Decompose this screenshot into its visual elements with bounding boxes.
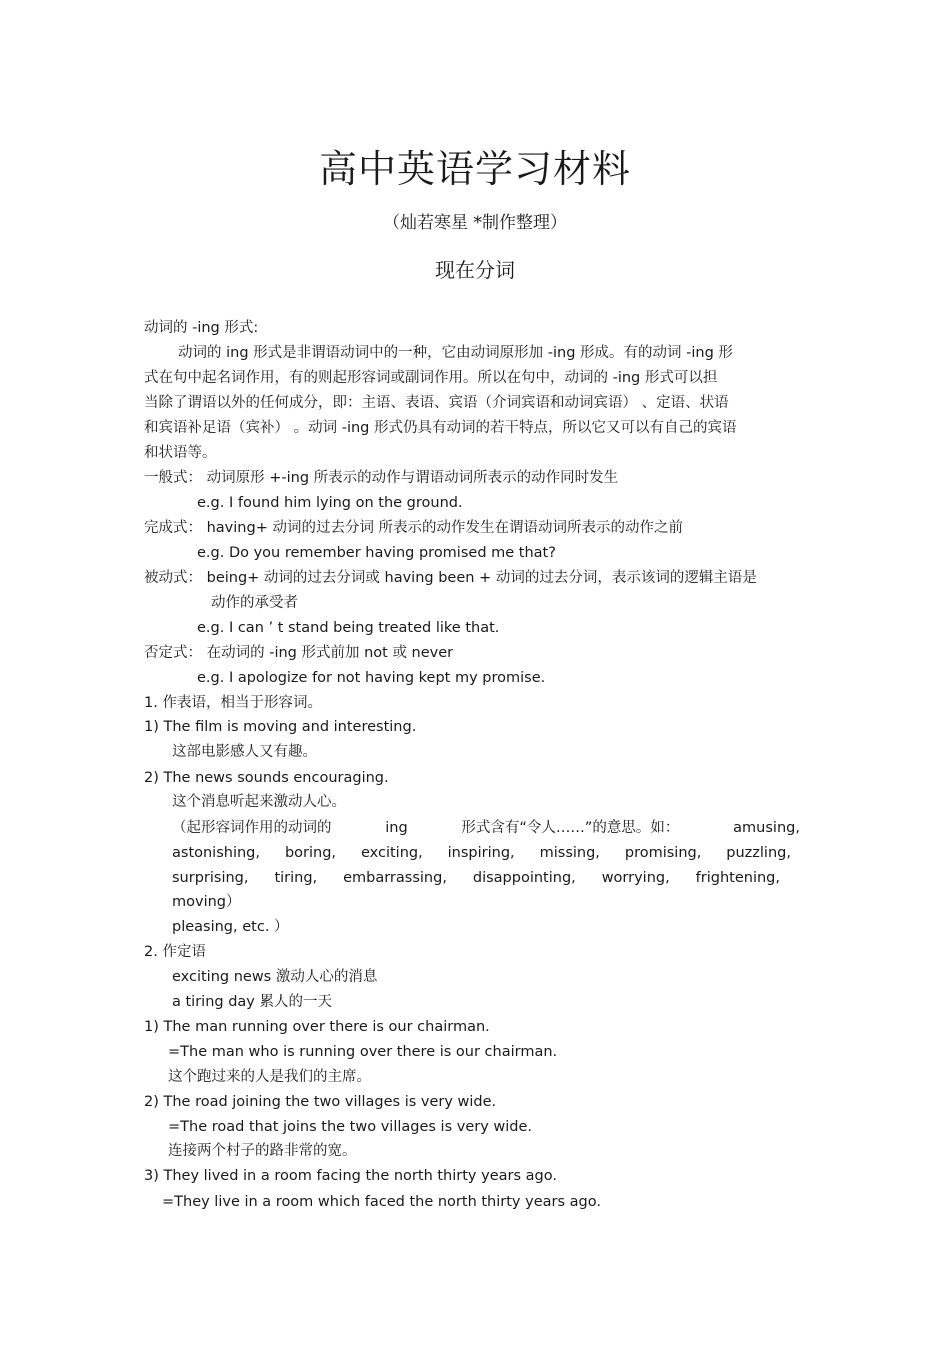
word: embarrassing, xyxy=(343,870,447,886)
text-line: 3) They lived in a room facing the north thirty years ago. xyxy=(144,1168,557,1184)
text-line: 2) The news sounds encouraging. xyxy=(144,770,389,786)
text-line: exciting news 激动人心的消息 xyxy=(172,969,378,985)
word: surprising, xyxy=(172,870,249,886)
word: 形式含有“令人……”的意思。如： xyxy=(461,820,680,836)
word: exciting, xyxy=(360,845,423,861)
text-line: 1) The film is moving and interesting. xyxy=(144,719,417,735)
word: promising, xyxy=(624,845,702,861)
word: disappointing, xyxy=(472,870,576,886)
text-line: 1. 作表语，相当于形容词。 xyxy=(144,695,322,711)
text-line: =They live in a room which faced the north thirty years ago. xyxy=(162,1194,601,1210)
example-line: e.g. I found him lying on the ground. xyxy=(197,495,463,511)
text-line: 这个消息听起来激动人心。 xyxy=(172,794,346,810)
example-line: e.g. Do you remember having promised me that? xyxy=(197,545,556,561)
text-line: 否定式： 在动词的 -ing 形式前加 not 或 never xyxy=(144,645,454,661)
text-line: 动词的 ing 形式是非谓语动词中的一种，它由动词原形加 -ing 形成。有的动词 -ing 形 xyxy=(178,345,733,361)
text-line: 这个跑过来的人是我们的主席。 xyxy=(168,1069,371,1085)
justified-line xyxy=(172,868,780,888)
word: puzzling, xyxy=(726,845,791,861)
text-line: 2) The road joining the two villages is very wide. xyxy=(144,1094,497,1110)
word: ing xyxy=(385,820,408,836)
text-line: 式在句中起名词作用，有的则起形容词或副词作用。所以在句中，动词的 -ing 形式可以担 xyxy=(144,370,718,386)
text-line: 当除了谓语以外的任何成分，即：主语、表语、宾语（介词宾语和动词宾语） 、定语、状语 xyxy=(144,395,729,411)
text-line: 这部电影感人又有趣。 xyxy=(172,744,317,760)
justified-line xyxy=(172,818,800,838)
text-line: pleasing, etc. ） xyxy=(172,919,289,935)
word: tiring, xyxy=(274,870,318,886)
text-line: 被动式： being+ 动词的过去分词或 having been + 动词的过去分词，表示该词的逻辑主语是 xyxy=(144,570,757,586)
word: amusing, xyxy=(733,820,800,836)
word: missing, xyxy=(539,845,600,861)
word: worrying, xyxy=(601,870,670,886)
text-line: =The man who is running over there is our chairman. xyxy=(168,1044,558,1060)
text-line: 和宾语补足语（宾补） 。动词 -ing 形式仍具有动词的若干特点，所以它又可以有自己的宾语 xyxy=(144,420,737,436)
justified-line xyxy=(172,843,791,863)
text-line: 连接两个村子的路非常的宽。 xyxy=(168,1143,357,1159)
word: astonishing, xyxy=(172,845,260,861)
word: （起形容词作用的动词的 xyxy=(172,820,332,836)
example-line: e.g. I apologize for not having kept my promise. xyxy=(197,670,546,686)
text-line: =The road that joins the two villages is very wide. xyxy=(168,1119,533,1135)
word: frightening, xyxy=(695,870,780,886)
text-line: 完成式： having+ 动词的过去分词 所表示的动作发生在谓语动词所表示的动作之前 xyxy=(144,520,684,536)
text-line: 1) The man running over there is our chairman. xyxy=(144,1019,490,1035)
word: inspiring, xyxy=(447,845,515,861)
word: boring, xyxy=(284,845,337,861)
section-heading: 现在分词 xyxy=(435,258,515,282)
text-line: a tiring day 累人的一天 xyxy=(172,994,332,1010)
text-line: 和状语等。 xyxy=(144,445,217,461)
example-line: e.g. I can ’ t stand being treated like that. xyxy=(197,620,500,636)
text-line: 动词的 -ing 形式: xyxy=(144,320,259,336)
text-line: 动作的承受者 xyxy=(211,595,298,611)
text-line: 2. 作定语 xyxy=(144,944,206,960)
text-line: 一般式： 动词原形 +-ing 所表示的动作与谓语动词所表示的动作同时发生 xyxy=(144,470,619,486)
page-title: 高中英语学习材料 xyxy=(318,147,631,191)
text-line: moving） xyxy=(172,894,241,910)
page-subtitle: （灿若寒星 *制作整理） xyxy=(383,213,567,233)
